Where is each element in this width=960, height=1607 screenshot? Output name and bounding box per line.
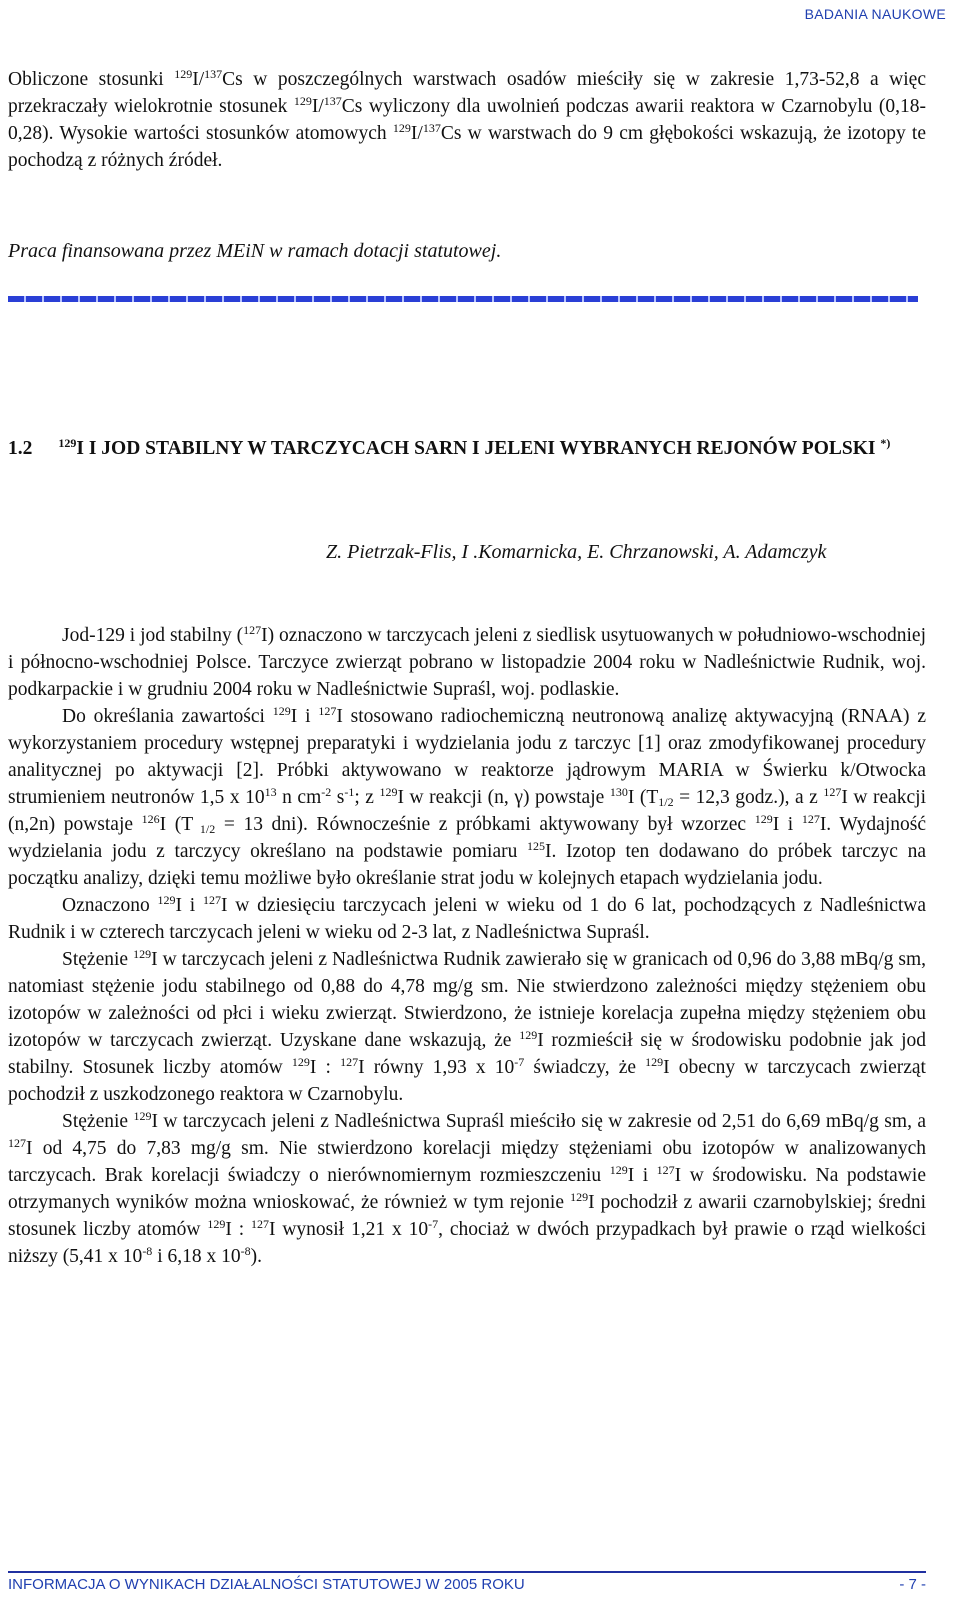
section-footnote-mark: *) xyxy=(880,436,891,450)
intro-paragraph: Obliczone stosunki $^{129}$I/$^{137}$Cs w poszczególnych warstwach osadów mieściły się w zakresie 1,73-52,8 a więc przekraczały wielokrotnie stosunek $^{129}$I/$^{137}$Cs wyliczony dla uwolnień podczas awarii reaktora w Czarnobylu (0,18-0,28). Wysokie wartości stosunków atomowych $^{129}$I/$^{137}$Cs w warstwach do 9 cm głębokości wskazują, że izotopy te pochodzą z różnych źródeł. xyxy=(8,67,926,171)
section-heading: 1.2 $^{129}$I I JOD STABILNY W TARCZYCACH SARN I JELENI WYBRANYCH REJONÓW POLSKI *) xyxy=(8,436,891,459)
paragraph-4: Stężenie $^{129}$I w tarczycach jeleni z Nadleśnictwa Rudnik zawierało się w granicach od 0,96 do 3,88 mBq/g sm, natomiast stężenie jodu stabilnego od 0,88 do 4,78 mg/g sm. Nie stwierdzono zależności między stężeniem obu izotopów w zależności od płci i wieku zwierząt. Stwierdzono, że istnieje korelacja zupełna między stężeniem obu izotopów w tarczycach zwierząt. Uzyskane dane wskazują, że $^{129}$I rozmieścił się w środowisku podobnie jak jod stabilny. Stosunek liczby atomów $^{129}$I : $^{127}$I równy 1,93 x $10^{-7}$ świadczy, że $^{129}$I obecny w tarczycach zwierząt pochodził z uszkodzonego reaktora w Czarnobylu. xyxy=(8,947,927,1105)
funding-note: Praca finansowana przez MEiN w ramach dotacji statutowej. xyxy=(8,240,502,262)
section-title: I I JOD STABILNY W TARCZYCACH SARN I JELENI WYBRANYCH REJONÓW POLSKI xyxy=(76,438,881,459)
paragraph-2: Do określania zawartości $^{129}$I i $^{127}$I stosowano radiochemiczną neutronową analizę aktywacyjną (RNAA) z wykorzystaniem procedury wstępnej preparatyki i wydzielania jodu z tarczyc [1] oraz zmodyfikowanej procedury analitycznej po aktywacji [2]. Próbki aktywowano w reaktorze jądrowym MARIA w Świerku k/Otwocka strumieniem neutronów 1,5 x $10^{13}$ n $cm^{-2}$ $s^{-1}$; z $^{129}$I w reakcji (n, γ) powstaje $^{130}$I ($T_{1/2} = 12,3$ godz.), a z $^{127}$I w reakcji (n,2n) powstaje $^{126}$I (T $_{1/2}$ = 13 dni). Równocześnie z próbkami aktywowany był wzorzec $^{129}$I i $^{127}$I. Wydajność wydzielania jodu z tarczycy określano na podstawie pomiaru $^{125}$I. Izotop ten dodawano do próbek tarczyc na początku analizy, dzięki temu możliwe było określanie strat jodu w kolejnych etapach wydzielania jodu. xyxy=(8,704,926,889)
running-header: BADANIA NAUKOWE xyxy=(804,6,946,22)
footer-rule xyxy=(8,1571,926,1573)
footer-text: INFORMACJA O WYNIKACH DZIAŁALNOŚCI STATUTOWEJ W 2005 ROKU xyxy=(8,1576,525,1593)
section-divider xyxy=(8,296,918,302)
authors: Z. Pietrzak-Flis, I .Komarnicka, E. Chrzanowski, A. Adamczyk xyxy=(326,541,827,563)
footer xyxy=(8,1576,926,1593)
paragraph-1: Jod-129 i jod stabilny ($^{127}$I) oznaczono w tarczycach jeleni z siedlisk usytuowanych w południowo-wschodniej i północno-wschodniej Polsce. Tarczyce zwierząt pobrano w listopadzie 2004 roku w Nadleśnictwie Rudnik, woj. podkarpackie i w grudniu 2004 roku w Nadleśnictwie Supraśl, woj. podlaskie. xyxy=(8,623,926,700)
section-number: 1.2 xyxy=(8,438,33,459)
paragraph-5: Stężenie $^{129}$I w tarczycach jeleni z Nadleśnictwa Supraśl mieściło się w zakresie od 2,51 do 6,69 mBq/g sm, a $^{127}$I od 4,75 do 7,83 mg/g sm. Nie stwierdzono korelacji między stężeniami obu izotopów w analizowanych tarczycach. Brak korelacji świadczy o nierównomiernym rozmieszczeniu $^{129}$I i $^{127}$I w środowisku. Na podstawie otrzymanych wyników można wnioskować, że również w tym rejonie $^{129}$I pochodził z awarii czarnobylskiej; średni stosunek liczby atomów $^{129}$I : $^{127}$I wynosił 1,21 x $10^{-7}$, chociaż w dwóch przypadkach był prawie o rząd wielkości niższy (5,41 x $10^{-8}$ i 6,18 x $10^{-8}$). xyxy=(8,1109,927,1267)
article-body xyxy=(8,622,926,1270)
paragraph-3: Oznaczono $^{129}$I i $^{127}$I w dziesięciu tarczycach jeleni w wieku od 1 do 6 lat, pochodzących z Nadleśnictwa Rudnik i w czterech tarczycach jeleni w wieku od 2-3 lat, z Nadleśnictwa Supraśl. xyxy=(8,893,926,943)
page-number: - 7 - xyxy=(899,1576,926,1593)
